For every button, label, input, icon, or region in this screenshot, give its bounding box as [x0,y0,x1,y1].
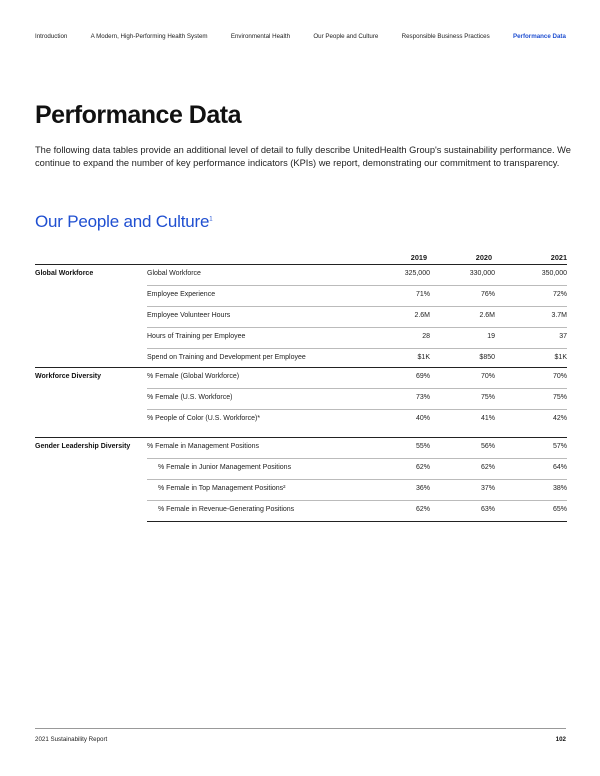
table-row [147,367,567,388]
cell-2020: 41% [480,415,495,422]
section-title [35,212,212,232]
column-header-year: 2019 [410,253,427,262]
cell-2021: 3.7M [551,312,567,319]
cell-2021: 57% [552,443,567,450]
row-label: % People of Color (U.S. Workforce)* [147,415,261,422]
nav-item-performance-data[interactable]: Performance Data [512,33,566,40]
row-label: % Female in Management Positions [147,443,260,450]
nav-item-environmental-health[interactable]: Environmental Health [230,33,291,40]
cell-2019: 36% [415,485,430,492]
row-label: Hours of Training per Employee [147,333,246,340]
cell-2020: 76% [480,291,495,298]
group-label: Global Workforce [35,270,94,277]
table-bottom-rule [147,521,567,522]
cell-2019: 62% [415,506,430,513]
cell-2020: $850 [479,354,495,361]
row-label: % Female in Revenue-Generating Positions [158,506,295,513]
table-row [147,479,567,500]
row-label: Employee Experience [147,291,216,298]
table-row [147,348,567,369]
nav-item-responsible-business[interactable]: Responsible Business Practices [401,33,490,40]
cell-2019: 73% [415,394,430,401]
column-header-year: 2020 [475,253,492,262]
cell-2020: 330,000 [469,270,495,277]
table-row [147,388,567,409]
cell-2019: 40% [415,415,430,422]
cell-2021: 350,000 [541,270,567,277]
cell-2021: 42% [552,415,567,422]
cell-2020: 70% [480,373,495,380]
table-row [147,264,567,285]
cell-2020: 56% [480,443,495,450]
cell-2020: 2.6M [479,312,495,319]
cell-2021: 64% [552,464,567,471]
nav-item-people-culture[interactable]: Our People and Culture [313,33,379,40]
cell-2019: 62% [415,464,430,471]
cell-2020: 75% [480,394,495,401]
cell-2019: 55% [415,443,430,450]
cell-2019: 69% [415,373,430,380]
cell-2021: 65% [552,506,567,513]
page-number: 102 [555,736,566,743]
cell-2020: 19 [487,333,495,340]
cell-2021: 72% [552,291,567,298]
cell-2021: 37 [559,333,567,340]
group-label: Gender Leadership Diversity [35,443,131,450]
table-row [147,285,567,306]
row-label: Employee Volunteer Hours [147,312,231,319]
intro-paragraph: The following data tables provide an additional level of detail to fully describe UnitedHealth Group's sustainability performance. We continue to expand the number of key performance indicators (KPIs) we report, demonstrating our commitment to transparency. [35,145,571,168]
cell-2021: 38% [552,485,567,492]
footer-report-title: 2021 Sustainability Report [35,736,108,743]
table-row [147,306,567,327]
cell-2019: 325,000 [404,270,430,277]
row-label: % Female in Top Management Positions² [158,485,286,492]
row-label: % Female in Junior Management Positions [158,464,292,471]
table-row [147,500,567,521]
column-header-year: 2021 [550,253,567,262]
nav-item-introduction[interactable]: Introduction [35,33,68,40]
cell-2021: 75% [552,394,567,401]
row-label: % Female (U.S. Workforce) [147,394,233,401]
table-row [147,437,567,458]
cell-2020: 63% [480,506,495,513]
footer-rule [35,728,566,729]
cell-2020: 37% [480,485,495,492]
cell-2019: 71% [415,291,430,298]
cell-2019: 28 [422,333,430,340]
table-row [147,458,567,479]
cell-2019: $1K [417,354,430,361]
cell-2021: 70% [552,373,567,380]
row-label: Spend on Training and Development per Employee [147,354,306,361]
table-row [147,409,567,430]
cell-2020: 62% [480,464,495,471]
cell-2019: 2.6M [414,312,430,319]
group-label: Workforce Diversity [35,373,102,380]
cell-2021: $1K [554,354,567,361]
row-label: % Female (Global Workforce) [147,373,240,380]
page-title: Performance Data [35,101,241,129]
row-label: Global Workforce [147,270,201,277]
section-footnote-marker: 1 [209,216,213,223]
section-title-text: Our People and Culture [35,212,210,231]
table-row [147,327,567,348]
nav-item-health-system[interactable]: A Modern, High-Performing Health System [90,33,208,40]
top-navigation [35,33,566,40]
